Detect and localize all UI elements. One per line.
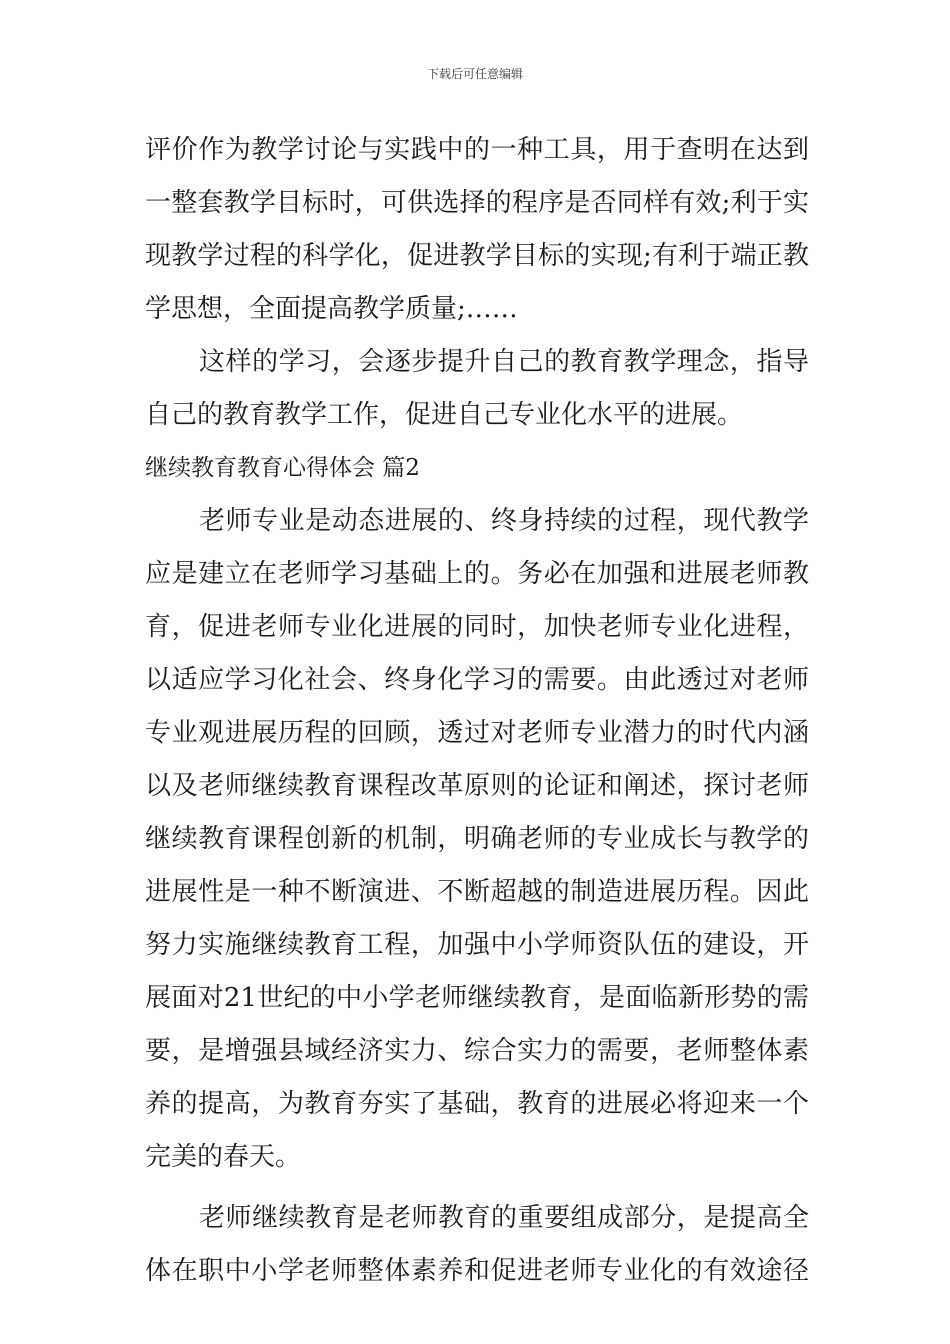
text-line: 以及老师继续教育课程改革原则的论证和阐述，探讨老师 <box>145 771 809 801</box>
text-line: 进展性是一种不断演进、不断超越的制造进展历程。因此 <box>145 877 809 907</box>
header-note: 下载后可任意编辑 <box>426 67 523 81</box>
text-line: 这样的学习，会逐步提升自己的教育教学理念，指导 <box>199 347 809 377</box>
paragraph <box>145 124 809 336</box>
text-line: 一整套教学目标时，可供选择的程序是否同样有效;利于实 <box>145 188 809 218</box>
text-line: 现教学过程的科学化，促进教学目标的实现;有利于端正教 <box>145 241 809 271</box>
text-line: 老师专业是动态进展的、终身持续的过程，现代教学 <box>199 506 809 536</box>
text-line: 努力实施继续教育工程，加强中小学师资队伍的建设，开 <box>145 930 809 960</box>
text-line: 继续教育课程创新的机制，明确老师的专业成长与教学的 <box>145 824 809 854</box>
text-line: 要，是增强县域经济实力、综合实力的需要，老师整体素 <box>145 1036 809 1066</box>
text-line: 育，促进老师专业化进展的同时，加快老师专业化进程， <box>145 612 809 642</box>
text-line: 学思想，全面提高教学质量;…… <box>145 294 518 324</box>
text-line: 应是建立在老师学习基础上的。务必在加强和进展老师教 <box>145 559 809 589</box>
text-line: 展面对21世纪的中小学老师继续教育，是面临新形势的需 <box>145 983 809 1013</box>
paragraph <box>145 495 809 1184</box>
text-line: 养的提高，为教育夯实了基础，教育的进展必将迎来一个 <box>145 1089 809 1119</box>
text-line: 以适应学习化社会、终身化学习的需要。由此透过对老师 <box>145 665 809 695</box>
text-line: 完美的春天。 <box>145 1142 302 1172</box>
section-heading: 继续教育教育心得体会 篇2 <box>145 455 420 481</box>
text-line: 体在职中小学老师整体素养和促进老师专业化的有效途径 <box>145 1256 809 1286</box>
paragraph <box>145 336 809 442</box>
document-body <box>145 124 809 1298</box>
text-line: 专业观进展历程的回顾，透过对老师专业潜力的时代内涵 <box>145 718 809 748</box>
text-line: 老师继续教育是老师教育的重要组成部分，是提高全 <box>199 1203 809 1233</box>
paragraph-gap <box>145 1184 809 1192</box>
paragraph <box>145 1192 809 1298</box>
text-line: 自己的教育教学工作，促进自己专业化水平的进展。 <box>145 400 744 430</box>
text-line: 评价作为教学讨论与实践中的一种工具，用于查明在达到 <box>145 135 809 165</box>
